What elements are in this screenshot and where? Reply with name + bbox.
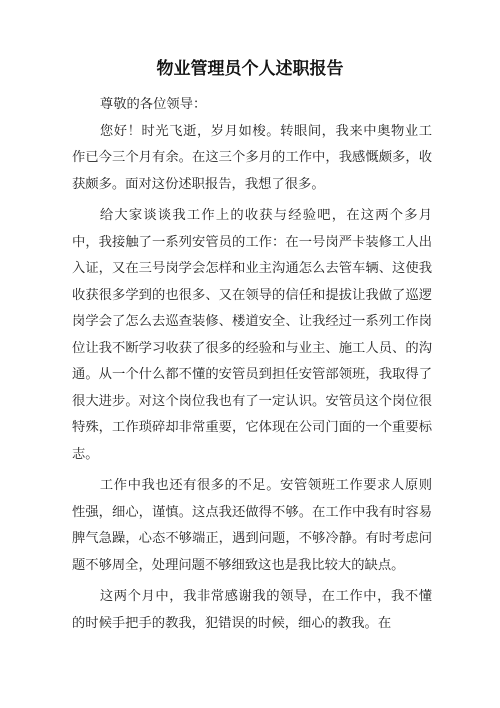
body-paragraph-shortcomings: 工作中我也还有很多的不足。安管领班工作要求人原则性强，细心，谨慎。这点我还做得不够。在工作中我有时容易脾气急躁，心态不够端正，遇到问题，不够冷静。有时考虑问题不够周全，处理问题不够细致这也是我比较大的缺点。 — [72, 478, 432, 573]
salutation-paragraph: 尊敬的各位领导： — [99, 97, 207, 112]
body-paragraph-greeting: 您好！时光飞逝，岁月如梭。转眼间，我来中奥物业工作已今三个月有余。在这三个多月的工作中，我感慨颇多，收获颇多。面对这份述职报告，我想了很多。 — [72, 123, 432, 192]
body-paragraph-experience: 给大家谈谈我工作上的收获与经验吧，在这两个多月中，我接触了一系列安管员的工作：在一号岗严卡装修工人出入证，又在三号岗学会怎样和业主沟通怎么去管车辆、这使我收获很多学到的也很多、又在领导的信任和提拔让我做了巡逻岗学会了怎么去巡查装修、楼道安全、让我经过一系列工作岗位让我不断学习收获了很多的经验和与业主、施工人员、的沟通。从一个什么都不懂的安管员到担任安管部领班，我取得了很大进步。对这个岗位我也有了一定认识。安管员这个岗位很特殊，工作琐碎却非常重要，它体现在公司门面的一个重要标志。 — [72, 208, 432, 462]
document-body — [72, 92, 432, 637]
body-paragraph-gratitude: 这两个月中，我非常感谢我的领导，在工作中，我不懂的时候手把手的教我，犯错误的时候，细心的教我。在 — [72, 589, 432, 631]
document-title: 物业管理员个人述职报告 — [156, 59, 344, 79]
